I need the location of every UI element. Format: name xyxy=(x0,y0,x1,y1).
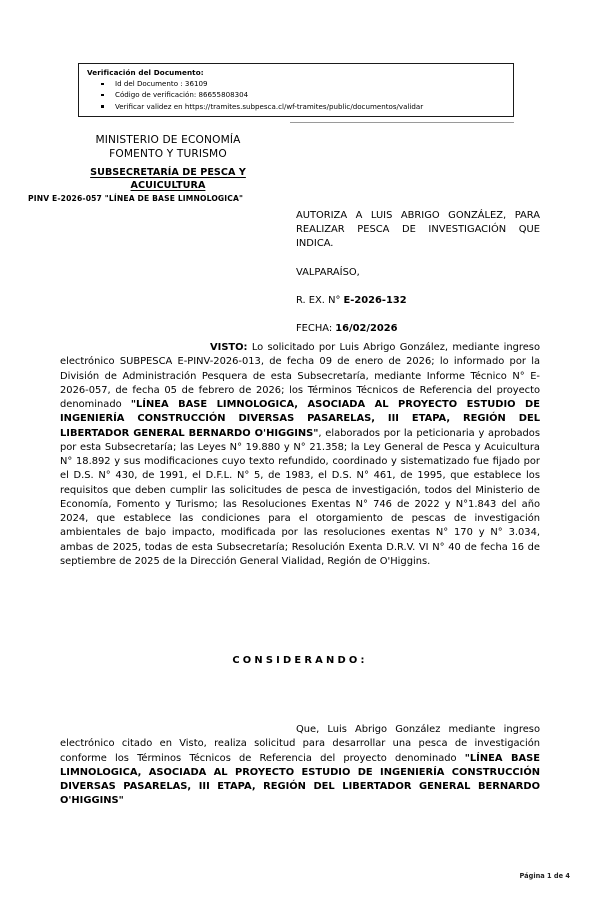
header-divider-rule xyxy=(290,122,514,123)
verification-title: Verificación del Documento: xyxy=(87,68,204,77)
considerando-heading: CONSIDERANDO: xyxy=(232,655,368,666)
pinv-reference: PINV E-2026-057 "LÍNEA DE BASE LIMNOLOGICA" xyxy=(28,194,244,203)
resolution-number-value: E-2026-132 xyxy=(343,294,407,306)
ministry-line-1: MINISTERIO DE ECONOMÍA xyxy=(95,134,241,146)
considerando-paragraph xyxy=(60,723,540,809)
resolution-date-value: 16/02/2026 xyxy=(335,323,398,335)
visto-label: VISTO: xyxy=(210,342,248,353)
subsecretaria-line-2: ACUICULTURA xyxy=(130,180,206,192)
visto-paragraph xyxy=(60,341,540,569)
verification-box xyxy=(78,63,514,117)
resolution-number-line xyxy=(296,294,540,308)
visto-part-1: Lo solicitado por Luis Abrigo González, mediante ingreso electrónico SUBPESCA E-PINV-2026-013, de fecha 09 de enero de 2026; lo informado por la División de Administración Pesquera de esta Subsecretaría, mediante Informe Técnico N° E-2026-057, de fecha 05 de febrero de 2026; los Términos Técnicos de Referencia del proyecto denominado xyxy=(60,342,540,410)
ministry-heading xyxy=(40,133,296,162)
verification-item-code: Código de verificación: 86655808304 xyxy=(87,89,513,100)
visto-part-2: , elaborados por la peticionaria y aprobados por esta Subsecretaría; las Leyes N° 19.880 y N° 21.358; la Ley General de Pesca y Acuicultura N° 18.892 y sus modificaciones cuyo texto refundido, coordinado y sistematizado fue fijado por el D.S. N° 430, de 1991, el D.F.L. N° 5, de 1983, el D.S. N° 461, de 1995, que establece los requisitos que deben cumplir las solicitudes de pesca de investigación, todos del Ministerio de Economía, Fomento y Turismo; las Resoluciones Exentas N° 746 de 2022 y N°1.843 del año 2024, que establece las condiciones para el otorgamiento de pescas de investigación ambientales de bajo impacto, modificada por las resoluciones exentas N° 170 y N° 3.034, ambas de 2025, todas de esta Subsecretaría; Resolución Exenta D.R.V. VI N° 40 de fecha 16 de septiembre de 2025 de la Dirección General Vialidad, Región de O'Higgins. xyxy=(60,427,540,567)
considerando-project-name: "LÍNEA BASE LIMNOLOGICA, ASOCIADA AL PROYECTO ESTUDIO DE INGENIERÍA CONSTRUCCIÓN DIVERSAS PASARELAS, III ETAPA, REGIÓN DEL LIBERTADOR GENERAL BERNARDO O'HIGGINS" xyxy=(60,752,541,807)
verification-item-url: Verificar validez en https://tramites.subpesca.cl/wf-tramites/public/documentos/validar xyxy=(87,101,513,112)
considerando-part-1: Que, Luis Abrigo González mediante ingreso electrónico citado en Visto, realiza solicitud para desarrollar una pesca de investigación conforme los Términos Técnicos de Referencia del proyecto denominado xyxy=(60,724,540,764)
page-number-footer: Página 1 de 4 xyxy=(519,872,570,880)
subsecretaria-heading xyxy=(40,166,296,192)
visto-project-name: "LÍNEA BASE LIMNOLOGICA, ASOCIADA AL PROYECTO ESTUDIO DE INGENIERÍA CONSTRUCCIÓN DIVERSAS PASARELAS, III ETAPA, REGIÓN DEL LIBERTADOR GENERAL BERNARDO O'HIGGINS" xyxy=(60,399,540,439)
resolution-number-label: R. EX. N° xyxy=(296,294,344,306)
resolution-subject: AUTORIZA A LUIS ABRIGO GONZÁLEZ, PARA REALIZAR PESCA DE INVESTIGACIÓN QUE INDICA. xyxy=(296,210,540,250)
subsecretaria-line-1: SUBSECRETARÍA DE PESCA Y xyxy=(90,167,246,178)
verification-list xyxy=(87,78,513,112)
resolution-city: VALPARAÍSO, xyxy=(296,266,360,278)
verification-item-id: Id del Documento : 36109 xyxy=(87,78,513,89)
resolution-title-block xyxy=(296,209,540,336)
resolution-date-label: FECHA: xyxy=(296,323,336,335)
ministry-line-2: FOMENTO Y TURISMO xyxy=(109,148,227,161)
resolution-date-line xyxy=(296,322,540,336)
